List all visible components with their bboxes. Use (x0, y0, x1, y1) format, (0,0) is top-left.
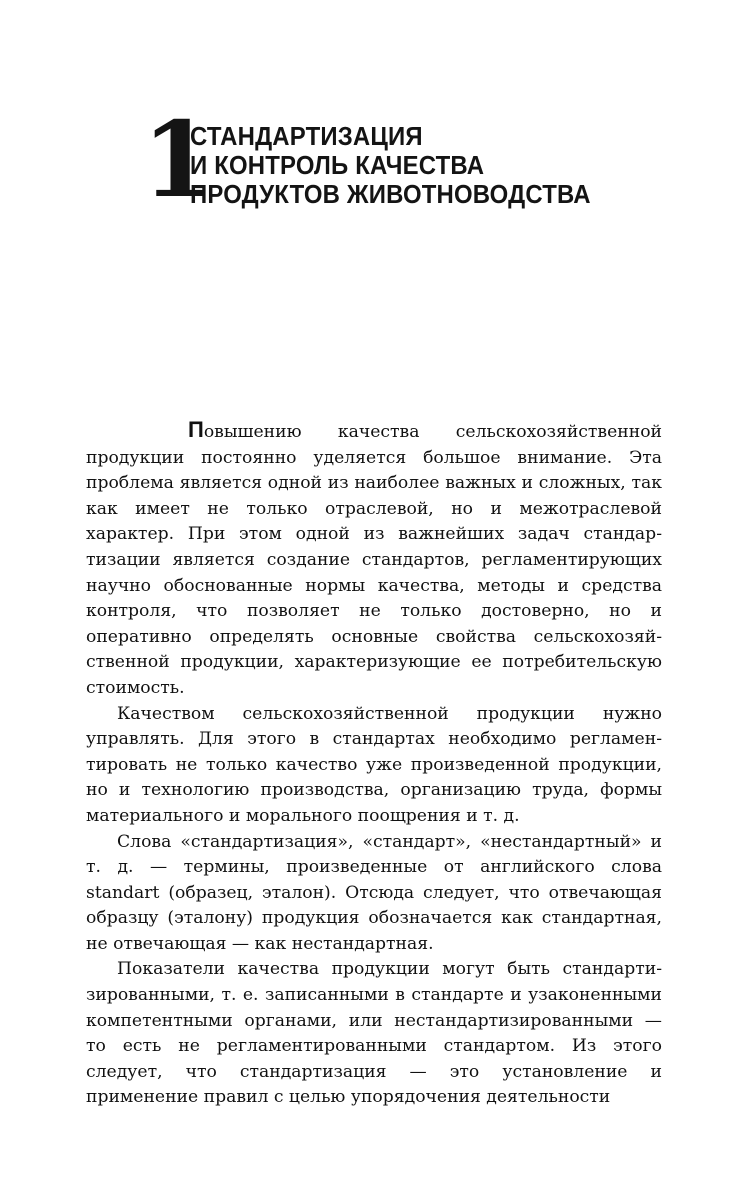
paragraph-1-text: овышению качества сельскохозяйственной продукции постоянно уделяется большое внимание. Эта проблема является одной из наиболее важных и сложных, так как имеет не только отраслевой, но и межотраслевой характер. При этом одной из важнейших задач стандартизации является создание стандартов, регламентирующих научно обоснованные нормы качества, методы и средства контроля, что позволяет не только достоверно, но и оперативно определять основные свойства сельскохозяйственной продукции, характеризующие ее потребительскую стоимость. (86, 422, 662, 698)
paragraph-3: Слова «стандартизация», «стандарт», «нестандартный» и т. д. — термины, произведенные от английского слова standart (образец, эталон). Отсюда следует, что отвечающая образцу (эталону) продукция обозначается как стандартная, не отвечающая — как нестандартная. (86, 831, 662, 954)
lead-letter: П (188, 417, 204, 442)
chapter-title-line-2: И КОНТРОЛЬ КАЧЕСТВА (190, 150, 485, 180)
paragraph-2: Качеством сельскохозяйственной продукции нужно управлять. Для этого в стандартах необходимо регламентировать не только качество уже произведенной продукции, но и технологию производства, организацию труда, формы материального и морального поощрения и т. д. (86, 703, 662, 826)
chapter-number: 1 (142, 98, 215, 221)
paragraph-1 (86, 419, 662, 702)
chapter-title-line-3: ПРОДУКТОВ ЖИВОТНОВОДСТВА (190, 179, 591, 209)
body-text (86, 419, 662, 1111)
chapter-title-line-1: СТАНДАРТИЗАЦИЯ (190, 121, 423, 151)
chapter-title (190, 122, 591, 209)
paragraph-4: Показатели качества продукции могут быть стандартизированными, т. е. записанными в стандарте и узаконенными компетентными органами, или нестандартизированными — то есть не регламентированными стандартом. Из этого следует, что стандартизация — это установление и применение правил с целью упорядочения деятельности (86, 959, 662, 1108)
